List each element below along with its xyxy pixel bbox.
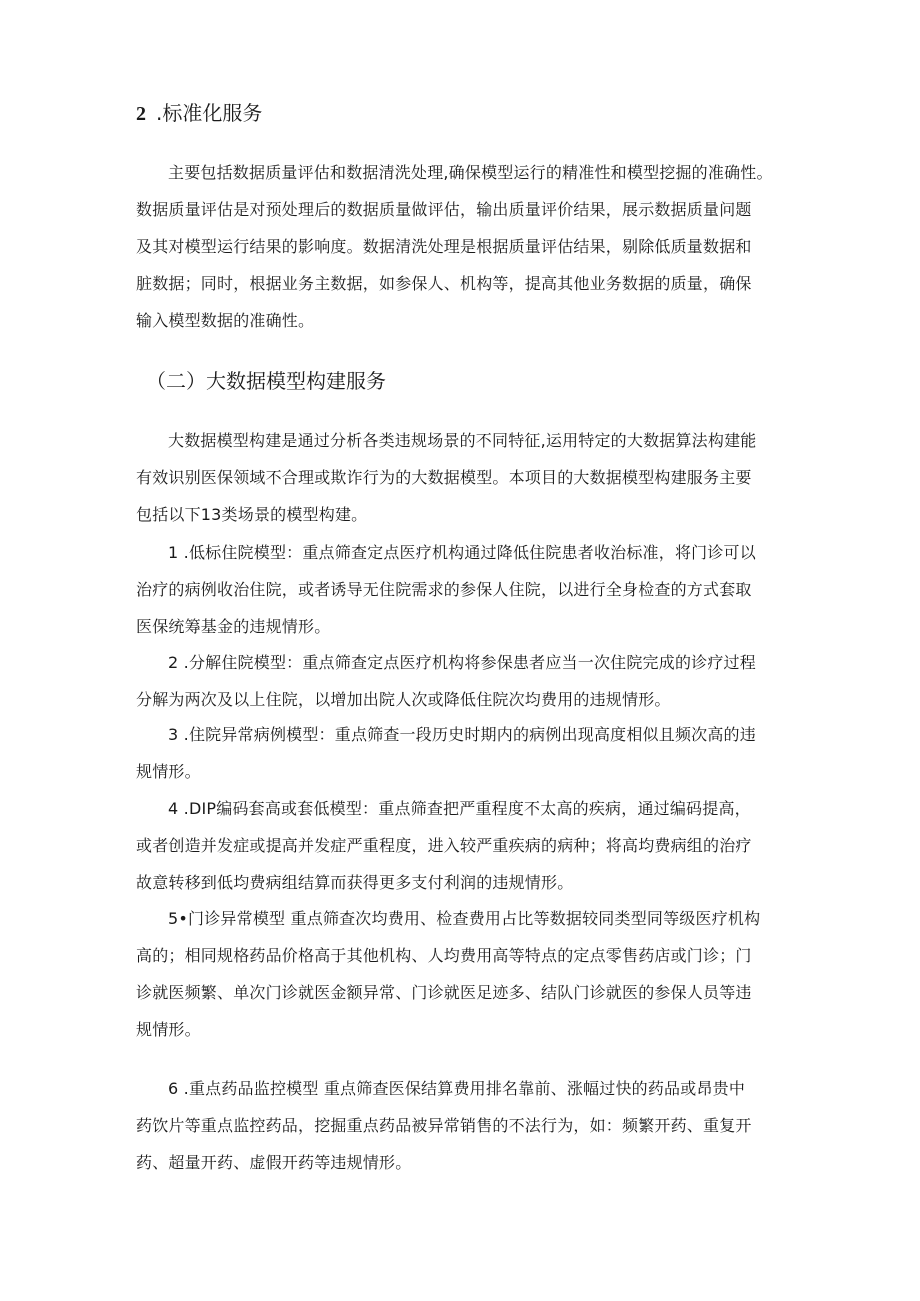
paragraph-line: 药、超量开药、虚假开药等违规情形。 <box>136 1153 412 1172</box>
paragraph-line: 输入模型数据的准确性。 <box>136 311 315 330</box>
list-item-low-standard-hospitalization <box>136 534 796 645</box>
paragraph-line: 大数据模型构建是通过分析各类违规场景的不同特征,运用特定的大数据算法构建能 <box>168 431 757 450</box>
section-number: 2 <box>136 103 146 125</box>
paragraph-line: 4 .DIP编码套高或套低模型：重点筛查把严重程度不太高的疾病，通过编码提高， <box>168 799 751 818</box>
paragraph-line: 医保统筹基金的违规情形。 <box>136 617 331 636</box>
paragraph-line: 3 .住院异常病例模型：重点筛查一段历史时期内的病例出现高度相似且频次高的违 <box>168 725 756 744</box>
list-item-dip-coding <box>136 790 796 901</box>
paragraph-line: 或者创造并发症或提高并发症严重程度，进入较严重疾病的病种；将高均费病组的治疗 <box>136 836 752 855</box>
paragraph-standardized-service <box>136 154 796 339</box>
paragraph-line: 2 .分解住院模型：重点筛查定点医疗机构将参保患者应当一次住院完成的诊疗过程 <box>168 653 756 672</box>
paragraph-line: 治疗的病例收治住院，或者诱导无住院需求的参保人住院，以进行全身检查的方式套取 <box>136 580 752 599</box>
section-heading-model-building: （二）大数据模型构建服务 <box>146 369 386 393</box>
paragraph-line: 1 .低标住院模型：重点筛查定点医疗机构通过降低住院患者收治标准，将门诊可以 <box>168 543 756 562</box>
list-item-outpatient-abnormal <box>136 900 796 1048</box>
paragraph-line: 有效识别医保领域不合理或欺诈行为的大数据模型。本项目的大数据模型构建服务主要 <box>136 468 752 487</box>
list-item-key-drug-monitoring <box>136 1070 796 1181</box>
section-title: .标准化服务 <box>156 101 263 125</box>
list-item-split-hospitalization <box>136 644 796 718</box>
paragraph-line: 5•门诊异常模型 重点筛查次均费用、检查费用占比等数据较同类型同等级医疗机构 <box>168 909 761 928</box>
paragraph-line: 脏数据；同时，根据业务主数据，如参保人、机构等，提高其他业务数据的质量，确保 <box>136 274 752 293</box>
paragraph-line: 分解为两次及以上住院，以增加出院人次或降低住院次均费用的违规情形。 <box>136 690 671 709</box>
paragraph-line: 规情形。 <box>136 762 201 781</box>
paragraph-line: 包括以下13类场景的模型构建。 <box>136 505 368 524</box>
paragraph-line: 高的；相同规格药品价格高于其他机构、人均费用高等特点的定点零售药店或门诊；门 <box>136 946 752 965</box>
paragraph-line: 故意转移到低均费病组结算而获得更多支付利润的违规情形。 <box>136 873 574 892</box>
paragraph-line: 规情形。 <box>136 1020 201 1039</box>
paragraph-line: 及其对模型运行结果的影响度。数据清洗处理是根据质量评估结果，剔除低质量数据和 <box>136 237 752 256</box>
paragraph-line: 诊就医频繁、单次门诊就医金额异常、门诊就医足迹多、结队门诊就医的参保人员等违 <box>136 983 752 1002</box>
section-heading-standardized-service <box>136 98 262 129</box>
paragraph-line: 药饮片等重点监控药品，挖掘重点药品被异常销售的不法行为，如：频繁开药、重复开 <box>136 1116 752 1135</box>
paragraph-line: 主要包括数据质量评估和数据清洗处理,确保模型运行的精准性和模型挖掘的准确性。 <box>168 163 773 182</box>
paragraph-model-intro <box>136 422 796 533</box>
paragraph-line: 6 .重点药品监控模型 重点筛查医保结算费用排名靠前、涨幅过快的药品或昂贵中 <box>168 1079 746 1098</box>
paragraph-line: 数据质量评估是对预处理后的数据质量做评估，输出质量评价结果，展示数据质量问题 <box>136 200 752 219</box>
list-item-abnormal-cases <box>136 716 796 790</box>
